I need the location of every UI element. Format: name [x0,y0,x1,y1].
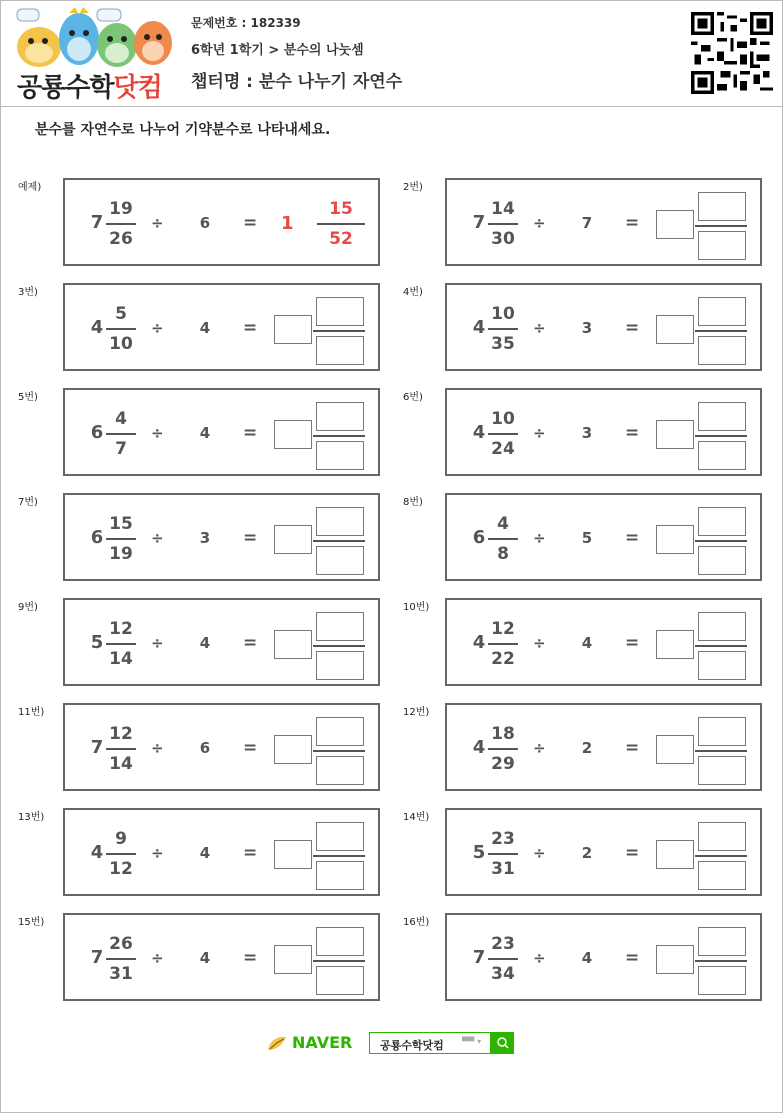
fraction [103,301,139,357]
search-query: 공룡수학닷컴 [380,1039,444,1052]
answer-whole-box[interactable] [656,945,694,974]
answer-fraction-bar [695,645,747,647]
problem-label: 16번) [403,917,430,928]
divisor: 4 [581,949,593,967]
fraction [485,616,521,672]
mixed-whole: 4 [472,422,486,443]
answer-fraction-bar [313,750,365,752]
divisor: 4 [199,319,211,337]
problem-box [445,703,762,791]
fraction-bar [488,958,518,960]
answer-denominator-box[interactable] [698,231,746,260]
mixed-whole: 6 [90,527,104,548]
answer-denominator-box[interactable] [698,651,746,680]
answer-denominator-box[interactable] [316,756,364,785]
problem-box [63,388,380,476]
equals-sign: = [625,738,640,758]
fraction-bar [106,643,136,645]
fraction [485,196,521,252]
fraction-denominator: 31 [491,859,515,879]
fraction-denominator: 35 [491,334,515,354]
fraction-denominator: 10 [109,334,133,354]
fraction-numerator: 10 [491,409,515,429]
equals-sign: = [243,843,258,863]
fraction-bar [106,538,136,540]
fraction-denominator: 29 [491,754,515,774]
equals-sign: = [625,213,640,233]
divisor: 4 [199,424,211,442]
mixed-whole: 7 [472,947,486,968]
answer-denominator-box[interactable] [316,336,364,365]
divide-sign: ÷ [151,424,164,442]
problem-box [63,493,380,581]
divisor: 6 [199,214,211,232]
problem-box [445,493,762,581]
answer-numerator-box[interactable] [698,612,746,641]
answer-denominator-box[interactable] [698,756,746,785]
fraction [103,616,139,672]
search-button[interactable] [491,1032,514,1054]
chapter-title: 챕터명 : 분수 나누기 자연수 [191,72,403,92]
course-breadcrumb: 6학년 1학기 > 분수의 나눗셈 [191,43,364,58]
problem-box [445,283,762,371]
equals-sign: = [243,213,258,233]
naver-logo: NAVER [266,1033,352,1054]
brand-logo [13,7,173,103]
answer-whole-box[interactable] [274,525,312,554]
problem-box [63,808,380,896]
fraction-numerator: 9 [115,829,127,849]
problem-label: 8번) [403,497,423,508]
answer-whole-box[interactable] [274,315,312,344]
divisor: 4 [199,949,211,967]
answer-numerator-box[interactable] [316,927,364,956]
answer-numerator-box[interactable] [316,717,364,746]
answer-fraction-bar [695,960,747,962]
fraction-numerator: 12 [109,619,133,639]
equals-sign: = [243,948,258,968]
equals-sign: = [243,738,258,758]
fraction-numerator: 15 [109,514,133,534]
mixed-whole: 4 [472,632,486,653]
answer-denominator-box[interactable] [698,966,746,995]
mixed-whole: 7 [472,212,486,233]
fraction-numerator: 23 [491,829,515,849]
divide-sign: ÷ [533,319,546,337]
answer-whole-box[interactable] [274,735,312,764]
fraction-bar [488,853,518,855]
divisor: 5 [581,529,593,547]
problem-label: 7번) [18,497,38,508]
equals-sign: = [625,528,640,548]
problem-box [445,913,762,1001]
answer-numerator-box[interactable] [698,297,746,326]
fraction-bar [488,748,518,750]
equals-sign: = [625,423,640,443]
fraction-bar [106,748,136,750]
divisor: 3 [581,424,593,442]
answer-fraction-bar [313,855,365,857]
divide-sign: ÷ [151,529,164,547]
answer-whole-box[interactable] [274,945,312,974]
answer-fraction-bar [695,225,747,227]
fraction-numerator: 26 [109,934,133,954]
divisor: 4 [199,844,211,862]
problem-label: 11번) [18,707,45,718]
problem-label: 2번) [403,182,423,193]
fraction-numerator: 23 [491,934,515,954]
divisor: 6 [199,739,211,757]
fraction [103,931,139,987]
answer-numerator-box[interactable] [698,927,746,956]
problem-number: 문제번호 : 182339 [191,16,301,30]
divisor: 3 [581,319,593,337]
problem-box [445,178,762,266]
problem-label: 6번) [403,392,423,403]
answer-fraction-bar [695,435,747,437]
answer-numerator-box[interactable] [698,402,746,431]
fraction [485,511,521,567]
answer-fraction-bar [695,540,747,542]
fraction-denominator: 34 [491,964,515,984]
fraction [103,406,139,462]
divide-sign: ÷ [533,949,546,967]
answer-whole-box[interactable] [656,420,694,449]
mixed-whole: 7 [90,947,104,968]
mixed-whole: 6 [90,422,104,443]
divisor: 2 [581,844,593,862]
answer-whole-box[interactable] [274,840,312,869]
instruction: 분수를 자연수로 나누어 기약분수로 나타내세요. [35,122,331,138]
divide-sign: ÷ [533,424,546,442]
problem-box [63,598,380,686]
answer-numerator-box[interactable] [698,192,746,221]
answer-fraction-bar [313,540,365,542]
example-problem [63,178,380,266]
divide-sign: ÷ [533,214,546,232]
problem-box [445,388,762,476]
problem-label: 14번) [403,812,430,823]
divide-sign: ÷ [151,739,164,757]
mixed-whole: 4 [90,317,104,338]
divisor: 7 [581,214,593,232]
answer-whole-box[interactable] [656,525,694,554]
answer-numerator-box[interactable] [316,297,364,326]
problem-box [445,598,762,686]
problem-label: 10번) [403,602,430,613]
answer-denominator-box[interactable] [316,546,364,575]
fraction-denominator: 7 [115,439,127,459]
equals-sign: = [243,633,258,653]
equals-sign: = [243,318,258,338]
fraction-bar [488,433,518,435]
fraction-denominator: 22 [491,649,515,669]
header [1,1,782,107]
search-icon [491,1032,514,1054]
problem-label: 15번) [18,917,45,928]
fraction-numerator: 4 [115,409,127,429]
divide-sign: ÷ [151,844,164,862]
mixed-whole: 4 [472,737,486,758]
answer-fraction-bar [695,750,747,752]
divide-sign: ÷ [533,844,546,862]
divide-sign: ÷ [533,634,546,652]
answer-denominator-box[interactable] [698,336,746,365]
divide-sign: ÷ [151,319,164,337]
fraction-bar [106,223,136,225]
answer-whole-box[interactable] [656,735,694,764]
fraction [103,826,139,882]
mixed-whole: 4 [472,317,486,338]
answer-fraction-bar [313,330,365,332]
fraction-denominator: 8 [497,544,509,564]
fraction-bar [106,328,136,330]
fraction-denominator: 31 [109,964,133,984]
fraction-denominator: 14 [109,649,133,669]
problem-label: 예제) [18,182,42,193]
answer-whole: 1 [281,213,294,234]
fraction-bar [488,223,518,225]
equals-sign: = [625,318,640,338]
fraction-bar [106,958,136,960]
mixed-whole: 5 [472,842,486,863]
fraction-numerator: 12 [491,619,515,639]
fraction-bar [106,433,136,435]
mixed-whole: 7 [90,737,104,758]
fraction [485,406,521,462]
divide-sign: ÷ [533,529,546,547]
answer-fraction-bar [695,330,747,332]
problem-label: 5번) [18,392,38,403]
answer-whole-box[interactable] [656,315,694,344]
fraction-numerator: 12 [109,724,133,744]
answer-numerator-box[interactable] [698,717,746,746]
fraction-denominator: 12 [109,859,133,879]
logo-text: 공룡수학닷컴 [17,73,162,103]
answer-fraction-bar [313,645,365,647]
fraction-bar [488,328,518,330]
naver-search-bar [266,1030,516,1058]
answer-denominator: 52 [329,229,353,249]
fraction-numerator: 19 [109,199,133,219]
equals-sign: = [243,528,258,548]
answer-denominator-box[interactable] [698,546,746,575]
fraction-numerator: 14 [491,199,515,219]
answer-fraction-bar [313,435,365,437]
problem-label: 9번) [18,602,38,613]
equals-sign: = [625,633,640,653]
mixed-whole: 7 [90,212,104,233]
answer-whole-box[interactable] [274,420,312,449]
divisor: 4 [581,634,593,652]
fraction-denominator: 14 [109,754,133,774]
fraction [103,196,139,252]
fraction-bar [488,643,518,645]
problem-box [63,283,380,371]
divisor: 2 [581,739,593,757]
divide-sign: ÷ [151,634,164,652]
problem-box [445,808,762,896]
answer-fraction-bar [313,960,365,962]
fraction-denominator: 24 [491,439,515,459]
fraction [103,511,139,567]
answer-whole-box[interactable] [274,630,312,659]
answer-numerator-box[interactable] [698,822,746,851]
answer-denominator-box[interactable] [316,861,364,890]
equals-sign: = [243,423,258,443]
problem-label: 13번) [18,812,45,823]
answer-whole-box[interactable] [656,840,694,869]
answer-numerator: 15 [329,199,353,219]
answer-whole-box[interactable] [656,210,694,239]
equals-sign: = [625,843,640,863]
mixed-whole: 6 [472,527,486,548]
keyboard-icon[interactable]: ▀▀ ▾ [462,1037,482,1046]
fraction [485,721,521,777]
answer-denominator-box[interactable] [316,441,364,470]
fraction [103,721,139,777]
fraction-denominator: 30 [491,229,515,249]
problem-box [63,703,380,791]
fraction [485,931,521,987]
answer-denominator-box[interactable] [316,966,364,995]
answer-numerator-box[interactable] [316,612,364,641]
answer-denominator-box[interactable] [316,651,364,680]
answer-numerator-box[interactable] [316,507,364,536]
divisor: 4 [199,634,211,652]
divide-sign: ÷ [533,739,546,757]
fraction-numerator: 4 [497,514,509,534]
fraction-numerator: 18 [491,724,515,744]
search-input[interactable] [369,1032,491,1054]
fraction-numerator: 10 [491,304,515,324]
mixed-whole: 4 [90,842,104,863]
problem-label: 12번) [403,707,430,718]
answer-numerator-box[interactable] [316,402,364,431]
fraction-bar [317,223,365,225]
divide-sign: ÷ [151,949,164,967]
problem-box [63,913,380,1001]
fraction-bar [106,853,136,855]
leaf-icon [266,1034,288,1054]
fraction-denominator: 19 [109,544,133,564]
dinosaur-mascots-icon [13,7,173,69]
fraction [485,301,521,357]
answer-numerator-box[interactable] [316,822,364,851]
fraction-bar [488,538,518,540]
problem-label: 3번) [18,287,38,298]
problem-label: 4번) [403,287,423,298]
divide-sign: ÷ [151,214,164,232]
fraction-denominator: 26 [109,229,133,249]
divisor: 3 [199,529,211,547]
qr-code-icon[interactable] [691,12,773,94]
answer-denominator-box[interactable] [698,441,746,470]
answer-whole-box[interactable] [656,630,694,659]
answer-numerator-box[interactable] [698,507,746,536]
fraction [485,826,521,882]
answer-fraction-bar [695,855,747,857]
mixed-whole: 5 [90,632,104,653]
fraction-numerator: 5 [115,304,127,324]
equals-sign: = [625,948,640,968]
answer-fraction [317,196,365,252]
answer-denominator-box[interactable] [698,861,746,890]
